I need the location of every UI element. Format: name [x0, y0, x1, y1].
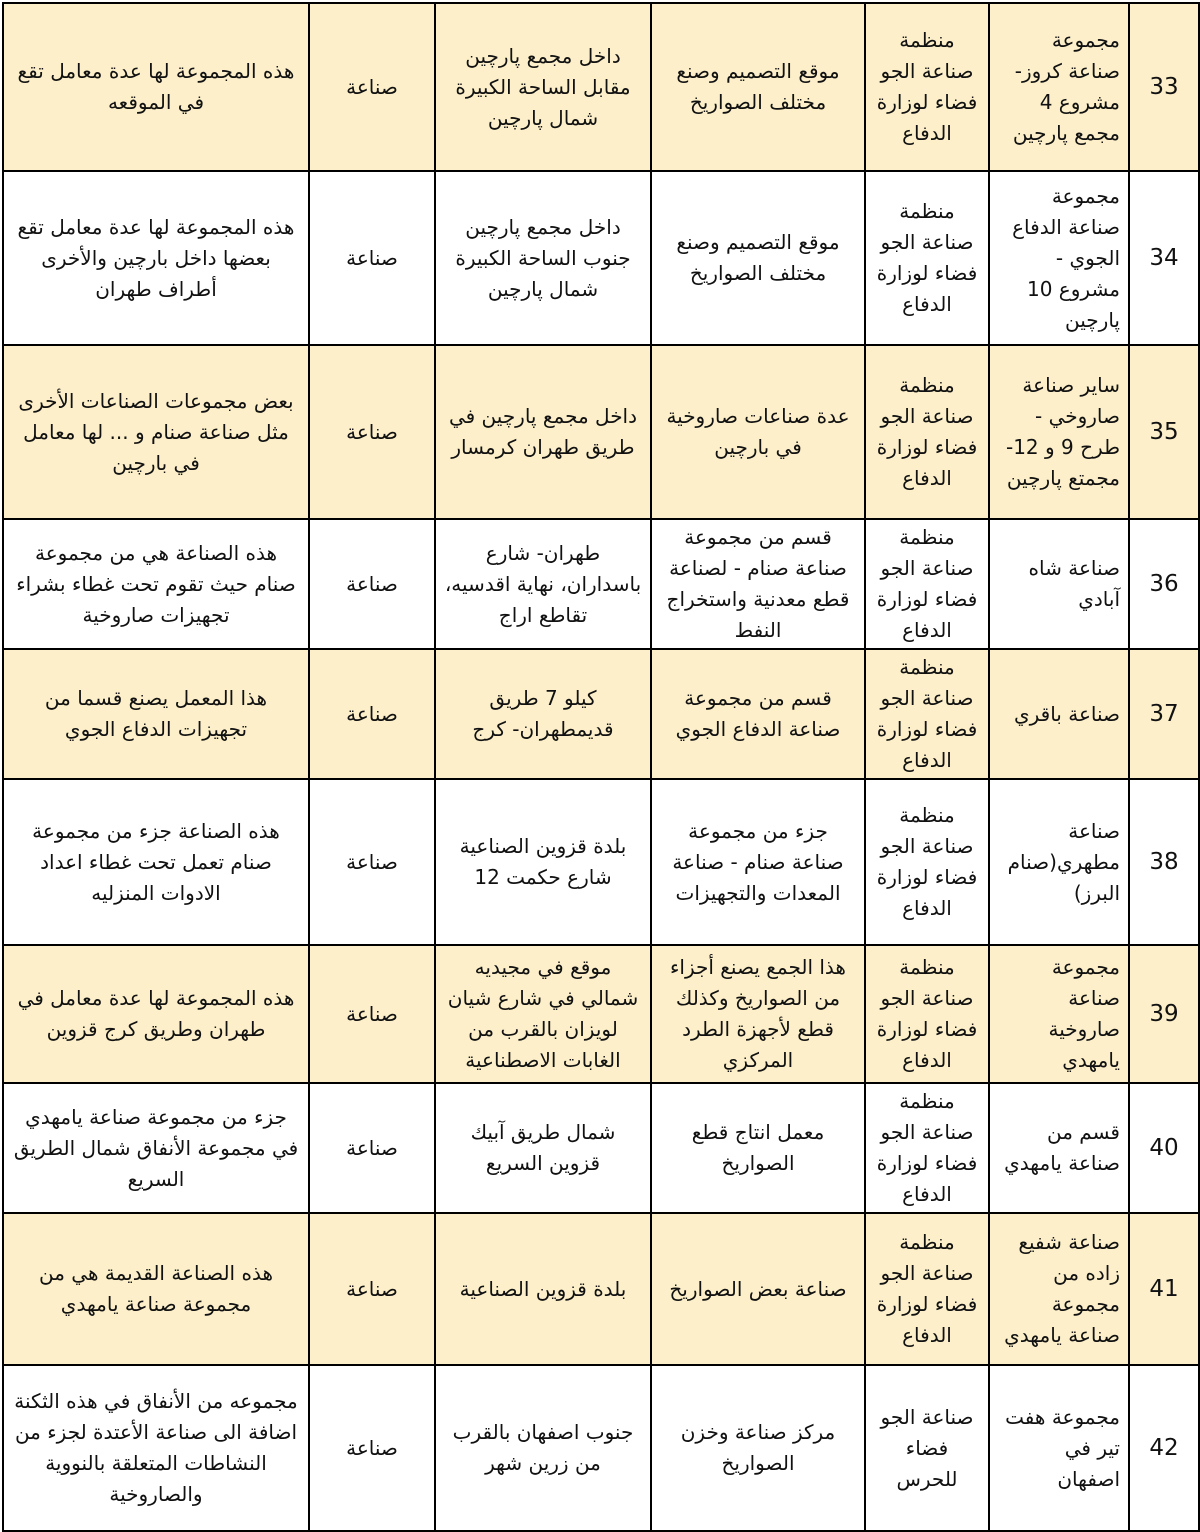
row-number: 41: [1129, 1213, 1199, 1365]
facility-name: ساير صناعة صاروخي - طرح 9 و 12-مجمتع پارچين: [989, 345, 1129, 519]
location: بلدة قزوين الصناعية شارع حكمت 12: [435, 779, 651, 945]
facility-type: صناعة: [309, 1365, 435, 1531]
row-number: 42: [1129, 1365, 1199, 1531]
facility-type: صناعة: [309, 3, 435, 171]
notes: بعض مجموعات الصناعات الأخرى مثل صناعة صنام و ... لها معامل في بارچين: [3, 345, 309, 519]
row-number: 33: [1129, 3, 1199, 171]
organization: منظمة صناعة الجو فضاء لوزارة الدفاع: [865, 945, 989, 1083]
facility-name: قسم من صناعة يامهدي: [989, 1083, 1129, 1213]
row-number: 39: [1129, 945, 1199, 1083]
facility-name: صناعة شاه آبادي: [989, 519, 1129, 649]
facility-type: صناعة: [309, 779, 435, 945]
activity: هذا الجمع يصنع أجزاء من الصواريخ وكذلك قطع لأجهزة الطرد المركزي: [651, 945, 865, 1083]
notes: هذا المعمل يصنع قسما من تجهيزات الدفاع الجوي: [3, 649, 309, 779]
notes: مجموعه من الأنفاق في هذه الثكنة اضافة الى صناعة الأعتدة لجزء من النشاطات المتعلقة بالنووية والصاروخية: [3, 1365, 309, 1531]
organization: منظمة صناعة الجو فضاء لوزارة الدفاع: [865, 1083, 989, 1213]
notes: هذه الصناعة جزء من مجموعة صنام تعمل تحت غطاء اعداد الادوات المنزليه: [3, 779, 309, 945]
facility-name: صناعة مطهري(صنام البرز): [989, 779, 1129, 945]
organization: منظمة صناعة الجو فضاء لوزارة الدفاع: [865, 3, 989, 171]
table-row: [3, 945, 1199, 1083]
facility-name: صناعة شفيع زاده من مجموعة صناعة يامهدي: [989, 1213, 1129, 1365]
organization: منظمة صناعة الجو فضاء لوزارة الدفاع: [865, 1213, 989, 1365]
location: داخل مجمع پارچين جنوب الساحة الكبيرة شمال پارچين: [435, 171, 651, 345]
row-number: 34: [1129, 171, 1199, 345]
row-number: 36: [1129, 519, 1199, 649]
activity: عدة صناعات صاروخية في بارچين: [651, 345, 865, 519]
facility-type: صناعة: [309, 945, 435, 1083]
facility-type: صناعة: [309, 345, 435, 519]
table-row: [3, 1365, 1199, 1531]
activity: موقع التصميم وصنع مختلف الصواريخ: [651, 3, 865, 171]
table-row: [3, 1213, 1199, 1365]
activity: مركز صناعة وخزن الصواريخ: [651, 1365, 865, 1531]
organization: منظمة صناعة الجو فضاء لوزارة الدفاع: [865, 649, 989, 779]
activity: موقع التصميم وصنع مختلف الصواريخ: [651, 171, 865, 345]
notes: هذه المجموعة لها عدة معامل في طهران وطريق كرج قزوين: [3, 945, 309, 1083]
facility-name: مجموعة هفت تير في اصفهان: [989, 1365, 1129, 1531]
location: داخل مجمع پارچين مقابل الساحة الكبيرة شمال پارچين: [435, 3, 651, 171]
location: بلدة قزوين الصناعية: [435, 1213, 651, 1365]
notes: هذه المجموعة لها عدة معامل تقع بعضها داخل بارچين والأخرى أطراف طهران: [3, 171, 309, 345]
facility-name: صناعة باقري: [989, 649, 1129, 779]
notes: هذه الصناعة هي من مجموعة صنام حيث تقوم تحت غطاء بشراء تجهيزات صاروخية: [3, 519, 309, 649]
organization: منظمة صناعة الجو فضاء لوزارة الدفاع: [865, 171, 989, 345]
table-row: [3, 3, 1199, 171]
location: موقع في مجيديه شمالي في شارع شيان لويزان بالقرب من الغابات الاصطناعية: [435, 945, 651, 1083]
activity: معمل انتاج قطع الصواريخ: [651, 1083, 865, 1213]
organization: منظمة صناعة الجو فضاء لوزارة الدفاع: [865, 345, 989, 519]
location: شمال طريق آبيك قزوين السريع: [435, 1083, 651, 1213]
organization: منظمة صناعة الجو فضاء لوزارة الدفاع: [865, 519, 989, 649]
location: داخل مجمع پارچين في طريق طهران كرمسار: [435, 345, 651, 519]
location: طهران- شارع باسداران، نهاية اقدسيه، تقاطع اراج: [435, 519, 651, 649]
facility-type: صناعة: [309, 649, 435, 779]
location: كيلو 7 طريق قديمطهران- كرج: [435, 649, 651, 779]
facility-type: صناعة: [309, 1213, 435, 1365]
organization: منظمة صناعة الجو فضاء لوزارة الدفاع: [865, 779, 989, 945]
table-row: [3, 171, 1199, 345]
activity: قسم من مجموعة صناعة صنام - لصناعة قطع معدنية واستخراج النفط: [651, 519, 865, 649]
notes: هذه المجموعة لها عدة معامل تقع في الموقعه: [3, 3, 309, 171]
notes: جزء من مجموعة صناعة يامهدي في مجموعة الأنفاق شمال الطريق السريع: [3, 1083, 309, 1213]
table-row: [3, 779, 1199, 945]
organization: صناعة الجو فضاء للحرس: [865, 1365, 989, 1531]
facilities-table: [2, 2, 1200, 1532]
facility-type: صناعة: [309, 1083, 435, 1213]
table-row: [3, 345, 1199, 519]
facility-name: مجموعة صناعة الدفاع الجوي - مشروع 10 پارچين: [989, 171, 1129, 345]
table-row: [3, 649, 1199, 779]
facility-type: صناعة: [309, 519, 435, 649]
table-row: [3, 519, 1199, 649]
facility-name: مجموعة صناعة كروز- مشروع 4 مجمع پارچين: [989, 3, 1129, 171]
activity: جزء من مجموعة صناعة صنام - صناعة المعدات والتجهيزات: [651, 779, 865, 945]
row-number: 40: [1129, 1083, 1199, 1213]
row-number: 37: [1129, 649, 1199, 779]
row-number: 38: [1129, 779, 1199, 945]
notes: هذه الصناعة القديمة هي من مجموعة صناعة يامهدي: [3, 1213, 309, 1365]
row-number: 35: [1129, 345, 1199, 519]
table-row: [3, 1083, 1199, 1213]
facility-name: مجموعة صناعة صاروخية يامهدي: [989, 945, 1129, 1083]
facility-type: صناعة: [309, 171, 435, 345]
location: جنوب اصفهان بالقرب من زرين شهر: [435, 1365, 651, 1531]
activity: صناعة بعض الصواريخ: [651, 1213, 865, 1365]
activity: قسم من مجموعة صناعة الدفاع الجوي: [651, 649, 865, 779]
